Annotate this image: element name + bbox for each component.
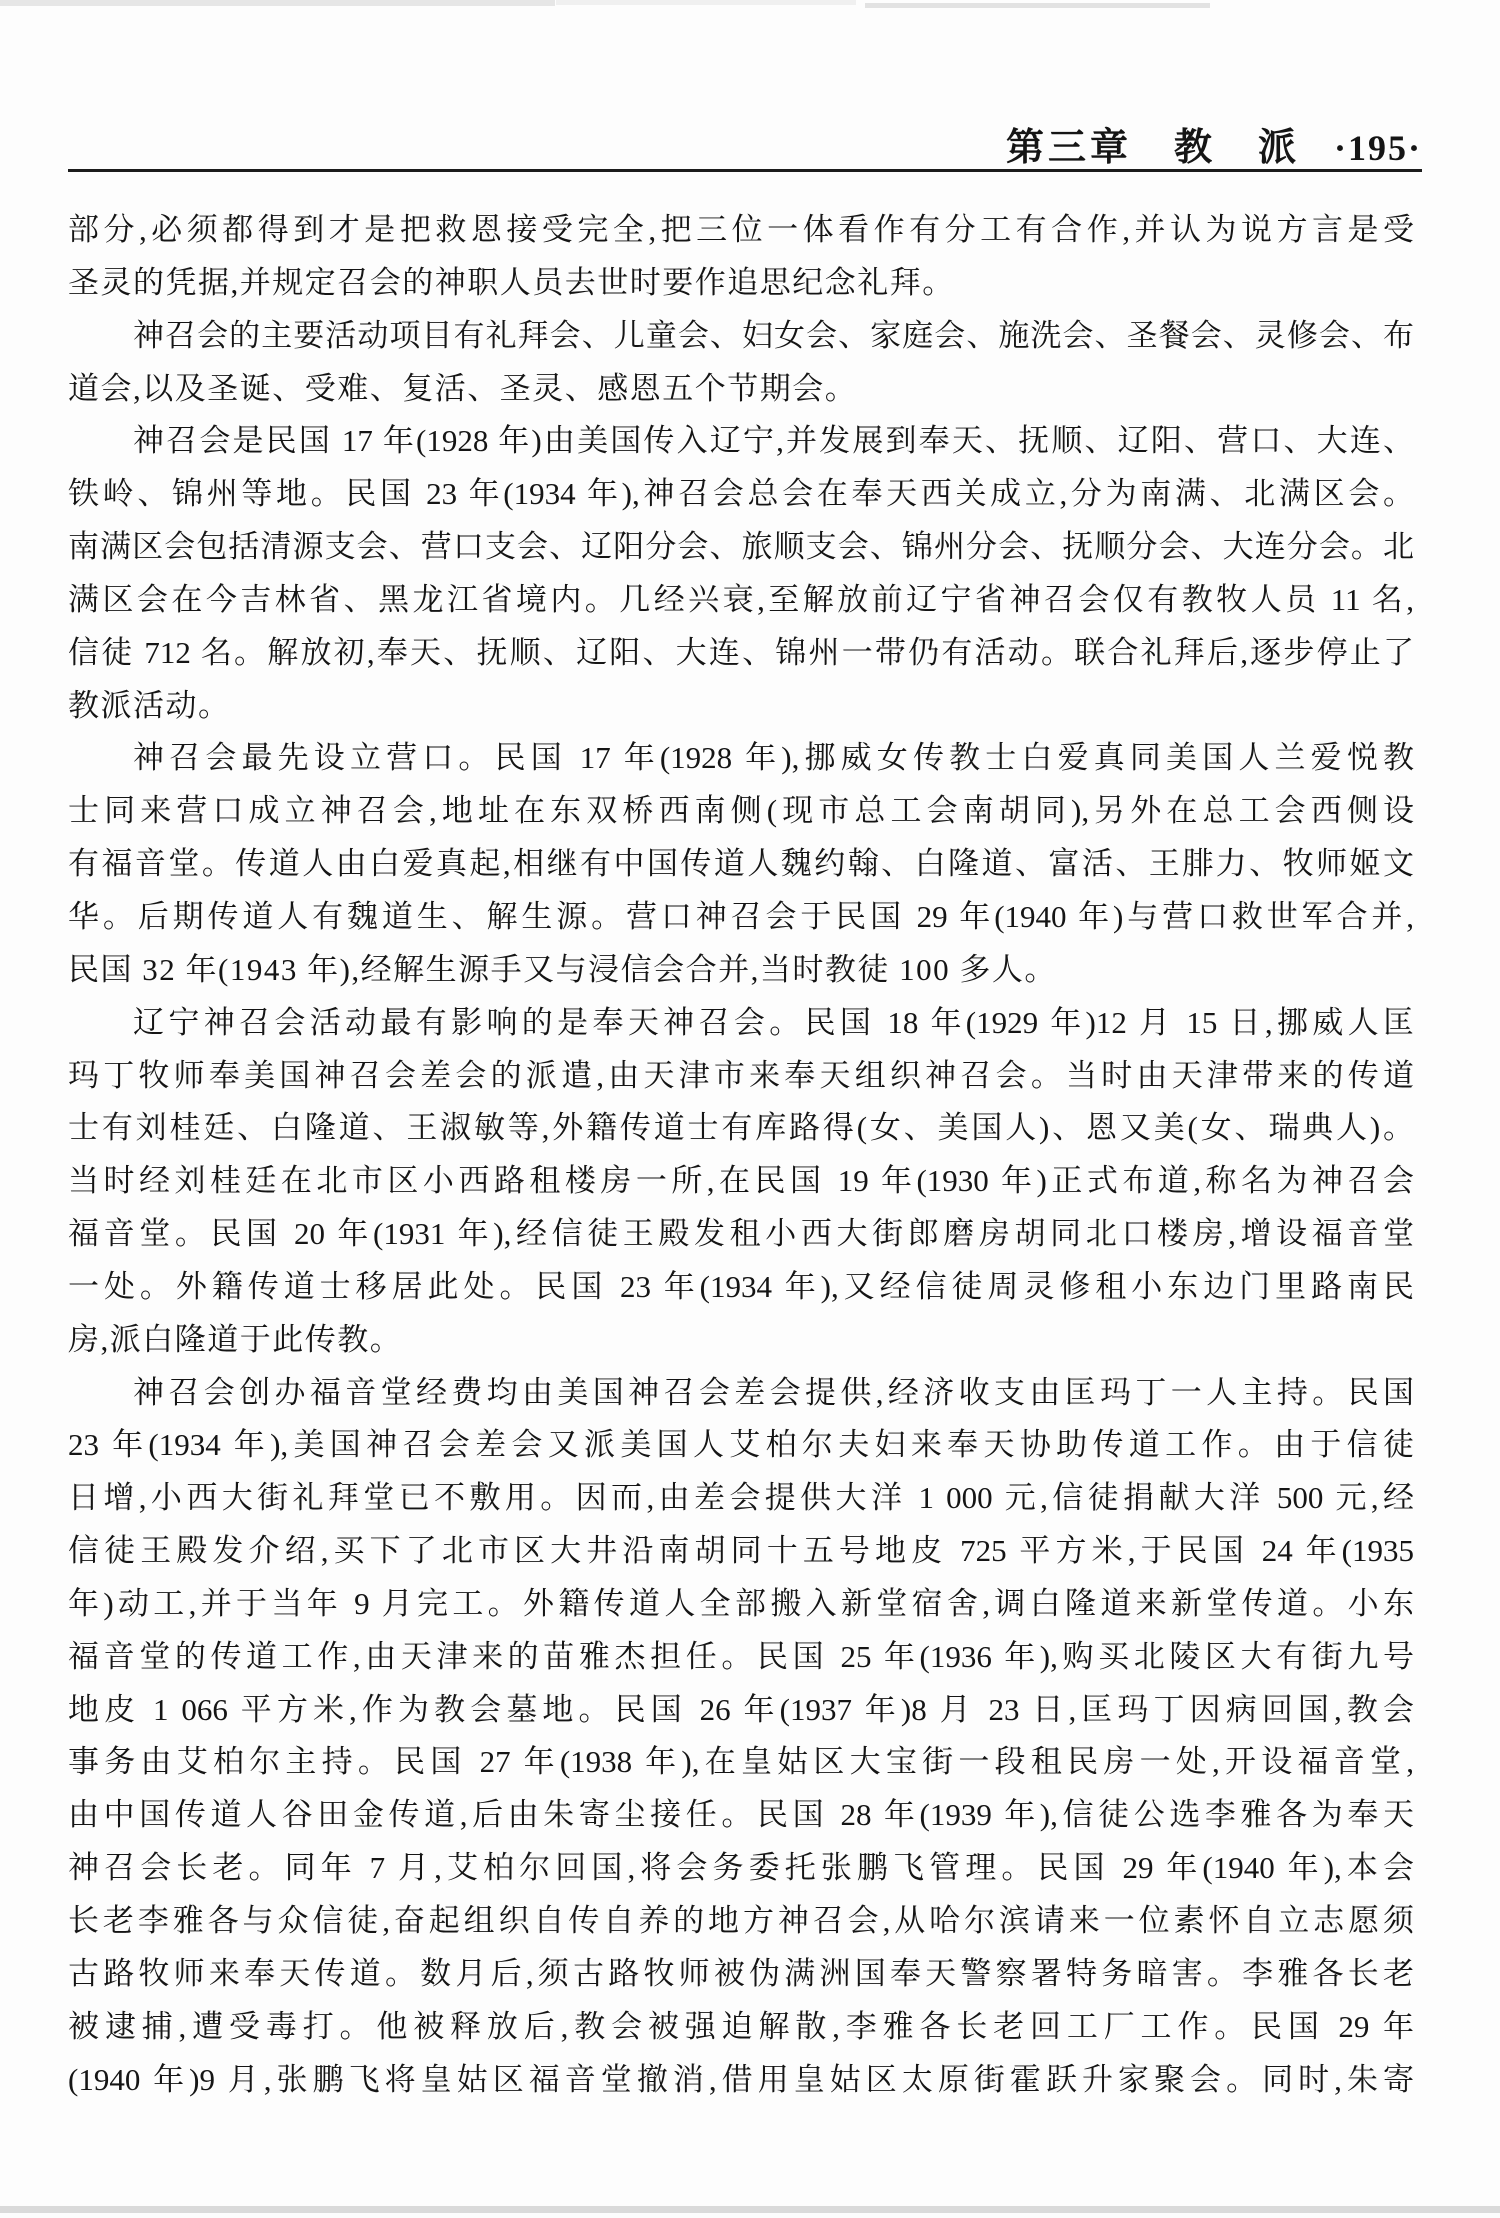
text-line: 日增,小西大街礼拜堂已不敷用。因而,由差会提供大洋 1 000 元,信徒捐献大洋 500 元,经 — [68, 1480, 1414, 1516]
text-line: 一处。外籍传道士移居此处。民国 23 年(1934 年),又经信徒周灵修租小东边门里路南民 — [68, 1268, 1414, 1304]
text-line: 士有刘桂廷、白隆道、王淑敏等,外籍传道士有库路得(女、美国人)、恩又美(女、瑞典人)。 — [68, 1110, 1414, 1146]
text-line: 地皮 1 066 平方米,作为教会墓地。民国 26 年(1937 年)8 月 23 日,匡玛丁因病回国,教会 — [68, 1691, 1414, 1727]
text-line: 信徒 712 名。解放初,奉天、抚顺、辽阳、大连、锦州一带仍有活动。联合礼拜后,逐步停止了 — [68, 634, 1414, 670]
text-line: 圣灵的凭据,并规定召会的神职人员去世时要作追思纪念礼拜。 — [68, 264, 955, 300]
text-line: 有福音堂。传道人由白爱真起,相继有中国传道人魏约翰、白隆道、富活、王腓力、牧师姬文 — [68, 846, 1414, 882]
text-line: 23 年(1934 年),美国神召会差会又派美国人艾柏尔夫妇来奉天协助传道工作。由于信徒 — [68, 1427, 1414, 1463]
header-rule — [68, 169, 1422, 172]
text-line: 教派活动。 — [68, 687, 231, 723]
text-line: 神召会是民国 17 年(1928 年)由美国传入辽宁,并发展到奉天、抚顺、辽阳、营口、大连、 — [133, 423, 1414, 459]
running-header — [1006, 116, 1422, 171]
scan-artifact-top — [556, 0, 856, 5]
text-line: 部分,必须都得到才是把救恩接受完全,把三位一体看作有分工有合作,并认为说方言是受 — [68, 212, 1414, 247]
text-line: 福音堂。民国 20 年(1931 年),经信徒王殿发租小西大街郎磨房胡同北口楼房,增设福音堂 — [68, 1216, 1414, 1252]
text-line: 事务由艾柏尔主持。民国 27 年(1938 年),在皇姑区大宝街一段租民房一处,开设福音堂, — [68, 1744, 1414, 1780]
text-line: 辽宁神召会活动最有影响的是奉天神召会。民国 18 年(1929 年)12 月 15 日,挪威人匡 — [133, 1004, 1414, 1040]
text-line: 南满区会包括清源支会、营口支会、辽阳分会、旅顺支会、锦州分会、抚顺分会、大连分会。北 — [68, 529, 1414, 565]
text-line: 信徒王殿发介绍,买下了北市区大井沿南胡同十五号地皮 725 平方米,于民国 24 年(1935 — [68, 1533, 1414, 1569]
text-line: 神召会长老。同年 7 月,艾柏尔回国,将会务委托张鹏飞管理。民国 29 年(1940 年),本会 — [68, 1850, 1414, 1886]
body-text — [68, 204, 1414, 2106]
text-line: 道会,以及圣诞、受难、复活、圣灵、感恩五个节期会。 — [68, 370, 858, 406]
text-line: 铁岭、锦州等地。民国 23 年(1934 年),神召会总会在奉天西关成立,分为南满、北满区会。 — [68, 476, 1414, 512]
text-line: 神召会的主要活动项目有礼拜会、儿童会、妇女会、家庭会、施洗会、圣餐会、灵修会、布 — [133, 317, 1414, 353]
text-line: 古路牧师来奉天传道。数月后,须古路牧师被伪满洲国奉天警察署特务暗害。李雅各长老 — [68, 1955, 1414, 1991]
text-line: 士同来营口成立神召会,地址在东双桥西南侧(现市总工会南胡同),另外在总工会西侧设 — [68, 793, 1414, 829]
text-line: 神召会最先设立营口。民国 17 年(1928 年),挪威女传教士白爱真同美国人兰爱悦教 — [133, 740, 1414, 776]
text-line: 房,派白隆道于此传教。 — [68, 1321, 403, 1357]
scan-artifact-bottom — [0, 2206, 1500, 2213]
text-line: 长老李雅各与众信徒,奋起组织自传自养的地方神召会,从哈尔滨请来一位素怀自立志愿须 — [68, 1903, 1414, 1938]
text-line: 被逮捕,遭受毒打。他被释放后,教会被强迫解散,李雅各长老回工厂工作。民国 29 年 — [68, 2008, 1414, 2044]
text-line: 玛丁牧师奉美国神召会差会的派遣,由天津市来奉天组织神召会。当时由天津带来的传道 — [68, 1057, 1414, 1093]
chapter-title: 第三章 教 派 — [1005, 127, 1300, 169]
text-line: 满区会在今吉林省、黑龙江省境内。几经兴衰,至解放前辽宁省神召会仅有教牧人员 11 名, — [68, 581, 1414, 617]
text-line: 神召会创办福音堂经费均由美国神召会差会提供,经济收支由匡玛丁一人主持。民国 — [133, 1374, 1414, 1410]
scan-artifact-top — [865, 3, 1210, 8]
text-line: 年)动工,并于当年 9 月完工。外籍传道人全部搬入新堂宿舍,调白隆道来新堂传道。小东 — [68, 1585, 1414, 1621]
text-line: 当时经刘桂廷在北市区小西路租楼房一所,在民国 19 年(1930 年)正式布道,称名为神召会 — [68, 1163, 1414, 1199]
text-line: 由中国传道人谷田金传道,后由朱寄尘接任。民国 28 年(1939 年),信徒公选李雅各为奉天 — [68, 1797, 1414, 1833]
text-line: 福音堂的传道工作,由天津来的苗雅杰担任。民国 25 年(1936 年),购买北陵区大有街九号 — [68, 1638, 1414, 1674]
page-number: ·195· — [1333, 128, 1422, 168]
text-line: (1940 年)9 月,张鹏飞将皇姑区福音堂撤消,借用皇姑区太原街霍跃升家聚会。同时,朱寄 — [68, 2061, 1414, 2097]
scan-artifact-top — [0, 0, 555, 6]
text-line: 华。后期传道人有魏道生、解生源。营口神召会于民国 29 年(1940 年)与营口救世军合并, — [68, 898, 1414, 934]
text-line: 民国 32 年(1943 年),经解生源手又与浸信会合并,当时教徒 100 多人。 — [68, 951, 1057, 987]
